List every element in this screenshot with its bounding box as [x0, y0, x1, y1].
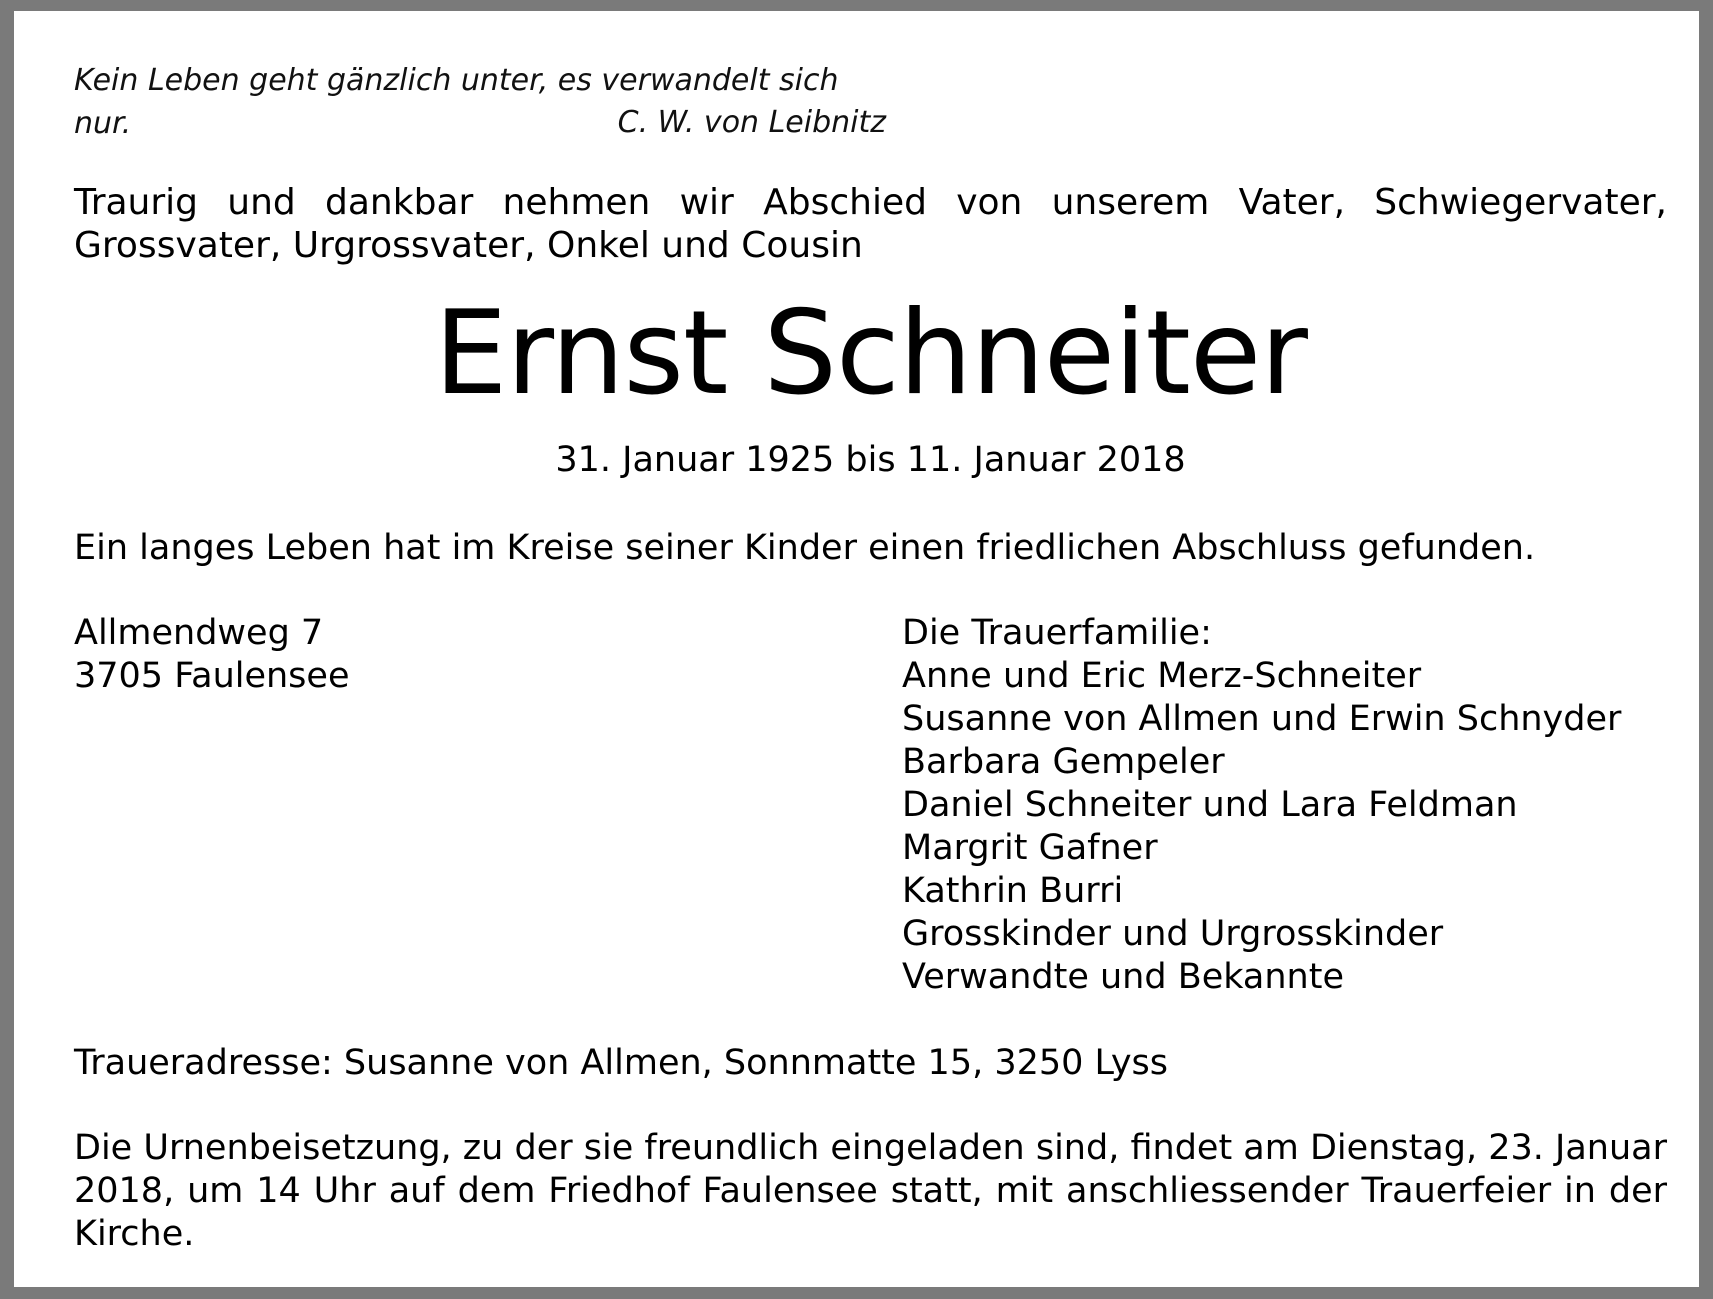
mourning-address: Traueradresse: Susanne von Allmen, Sonnmatte 15, 3250 Lyss: [74, 1043, 1169, 1083]
intro-text: Traurig und dankbar nehmen wir Abschied von unserem Vater, Schwiegervater, Grossvater, Urgrossvater, Onkel und Cousin: [74, 182, 1667, 266]
family-list: [902, 612, 1621, 999]
address-city: 3705 Faulensee: [74, 656, 350, 696]
address-street: Allmendweg 7: [74, 613, 324, 653]
home-address: [74, 612, 350, 698]
life-dates: 31. Januar 1925 bis 11. Januar 2018: [555, 440, 1186, 480]
deceased-name: Ernst Schneiter: [434, 286, 1307, 421]
family-member: Margrit Gafner: [902, 828, 1158, 868]
family-member: Barbara Gempeler: [902, 742, 1225, 782]
family-member: Grosskinder und Urgrosskinder: [902, 914, 1444, 954]
family-member: Kathrin Burri: [902, 871, 1124, 911]
family-member: Daniel Schneiter und Lara Feldman: [902, 785, 1518, 825]
motto-author: C. W. von Leibnitz: [617, 105, 886, 140]
family-heading: Die Trauerfamilie:: [902, 613, 1212, 653]
family-member: Susanne von Allmen und Erwin Schnyder: [902, 699, 1622, 739]
family-member: Anne und Eric Merz-Schneiter: [902, 656, 1422, 696]
closing-line: Ein langes Leben hat im Kreise seiner Kinder einen friedlichen Abschluss gefunden.: [74, 528, 1536, 568]
burial-notice: Die Urnenbeisetzung, zu der sie freundlich eingeladen sind, findet am Dienstag, 23. Januar 2018, um 14 Uhr auf dem Friedhof Faulensee statt, mit anschliessender Trauerfeier in der Kirche.: [74, 1128, 1667, 1254]
family-member: Verwandte und Bekannte: [902, 957, 1344, 997]
motto-quote: Kein Leben geht gänzlich unter, es verwandelt sich nur.: [74, 63, 839, 141]
